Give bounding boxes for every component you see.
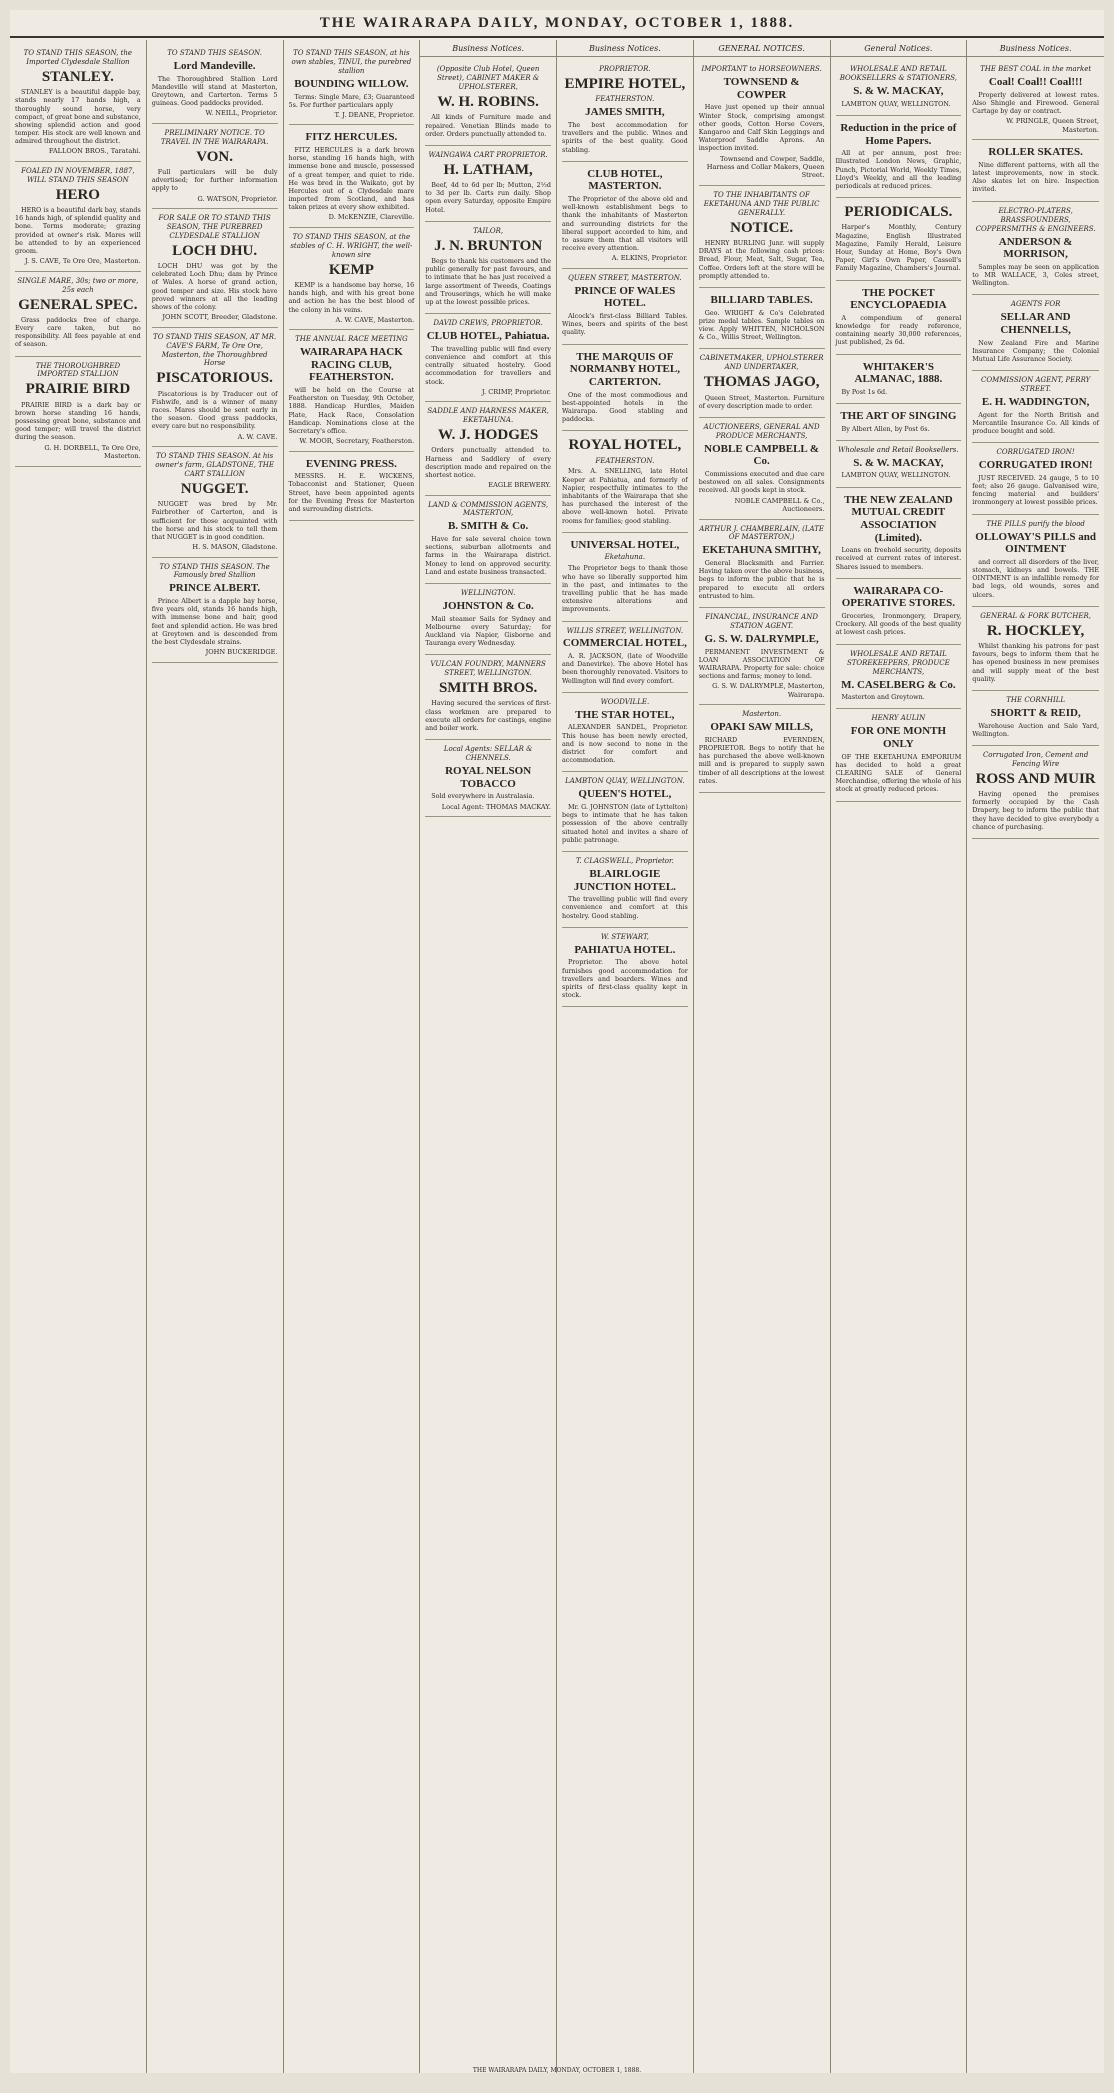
ad-body: Warehouse Auction and Sale Yard, Wellington. xyxy=(972,721,1099,738)
ad-signature: D. McKENZIE, Clareville. xyxy=(328,213,415,222)
ad-heading: SMITH BROS. xyxy=(438,680,538,697)
advertisement xyxy=(289,125,415,228)
ad-body: Properly delivered at lowest rates. Also Shingle and Firewood. General Cartage by day or contract. xyxy=(972,90,1099,116)
ad-signature: H. S. MASON, Gladstone. xyxy=(192,543,278,552)
ad-lead: SINGLE MARE, 30s; two or more, 25s each xyxy=(17,276,139,294)
advertisement xyxy=(562,345,688,432)
column-8 xyxy=(967,40,1104,2073)
ad-signature: G. WATSON, Proprietor. xyxy=(197,194,278,203)
advertisement xyxy=(562,693,688,773)
ad-lead: W. STEWART, xyxy=(600,932,649,941)
advertisement xyxy=(289,44,415,125)
advertisement xyxy=(699,520,825,608)
ad-body: Mrs. A. SNELLING, late Hotel Keeper at Pahiatua, and formerly of Napier, respectfully intimates to the inhabitants of the Wairarapa that she has purchased the interest of the above well-known hotel. Private rooms for families; good stabling. xyxy=(562,467,688,525)
ad-lead: WILLIS STREET, WELLINGTON. xyxy=(566,626,684,635)
ad-heading: Lord Mandeville. xyxy=(173,59,256,72)
ad-body: New Zealand Fire and Marine Insurance Company; the Colonial Mutual Life Assurance Society. xyxy=(972,338,1099,363)
ad-heading: THE STAR HOTEL, xyxy=(575,708,675,721)
ad-heading: BILLIARD TABLES. xyxy=(710,293,813,306)
ad-signature: W. PRINGLE, Queen Street, Masterton. xyxy=(1006,117,1099,134)
ad-body: Geo. WRIGHT & Co's Celebrated prize medal tables. Sample tables on view. Apply WHITTEN, NICHOLSON & Co., Willis Street, Wellington. xyxy=(698,308,825,342)
advertisement xyxy=(972,60,1099,140)
ad-heading: CORRUGATED IRON! xyxy=(978,459,1093,472)
advertisement xyxy=(289,452,415,522)
ad-heading: Reduction in the price of Home Papers. xyxy=(840,121,957,147)
page-footer: THE WAIRARAPA DAILY, MONDAY, OCTOBER 1, 1888. xyxy=(472,2067,642,2074)
ad-lead: SADDLE AND HARNESS MAKER, EKETAHUNA. xyxy=(427,407,549,425)
advertisement xyxy=(289,228,415,330)
advertisement xyxy=(562,269,688,345)
ad-heading: FOR ONE MONTH ONLY xyxy=(850,725,947,750)
ad-lead: THE CORNHILL xyxy=(1006,695,1065,704)
ad-lead: HENRY AULIN xyxy=(871,714,926,723)
ad-body: OF THE EKETAHUNA EMPORIUM has decided to hold a great CLEARING SALE of General Merchandise, offering the whole of his stock at greatly reduced prices. xyxy=(835,752,962,794)
advertisement xyxy=(15,357,141,467)
ad-signature: G. S. W. DALRYMPLE, Masterton, Wairarapa. xyxy=(712,682,825,699)
ad-heading: CLUB HOTEL, MASTERTON. xyxy=(587,167,663,193)
ad-lead: CABINETMAKER, UPHOLSTERER AND UNDERTAKER, xyxy=(699,354,824,372)
ad-lead: PROPRIETOR. xyxy=(599,65,651,74)
ad-heading: OPAKI SAW MILLS, xyxy=(710,721,813,734)
column-3 xyxy=(284,40,421,2073)
ad-heading: WAIRARAPA HACK RACING CLUB, FEATHERSTON. xyxy=(299,346,403,384)
advertisement xyxy=(15,272,141,357)
advertisement xyxy=(152,209,278,328)
ad-signature: Townsend and Cowper, Saddle, Harness and Collar Makers, Queen Street. xyxy=(706,154,825,180)
ad-heading: BOUNDING WILLOW. xyxy=(294,77,409,90)
advertisement xyxy=(562,162,688,269)
ad-body: Begs to thank his customers and the public generally for past favours, and to intimate that he has just received a large assortment of Tweeds, Coatings and Trouserings, which he will make up at the lowest possible prices. xyxy=(425,257,551,306)
ad-lead: WOODVILLE. xyxy=(600,697,650,706)
ad-body: Agent for the North British and Mercantile Insurance Co. All kinds of produce bought and sold. xyxy=(972,410,1099,436)
ad-lead: PRELIMINARY NOTICE. TO TRAVEL IN THE WAIRARAPA. xyxy=(160,128,269,146)
ad-heading: NUGGET. xyxy=(180,480,249,497)
column-header: Business Notices. xyxy=(967,44,1104,57)
ad-heading: ROYAL NELSON TOBACCO xyxy=(445,765,532,790)
ad-signature: JOHN SCOTT, Breeder, Gladstone. xyxy=(162,313,278,322)
ad-heading: M. CASELBERG & Co. xyxy=(841,678,956,691)
ad-body: LAMBTON QUAY, WELLINGTON. xyxy=(841,471,951,480)
advertisement xyxy=(562,60,688,162)
advertisement xyxy=(425,740,551,817)
ad-heading: NOBLE CAMPBELL & Co. xyxy=(704,442,820,468)
ad-heading: PRINCE OF WALES HOTEL. xyxy=(574,284,676,310)
newspaper-page xyxy=(10,10,1104,2073)
column-4 xyxy=(420,40,557,2073)
ad-lead: VULCAN FOUNDRY, MANNERS STREET, WELLINGTON. xyxy=(430,660,546,678)
ad-body: Piscatorious is by Traducer out of Fishwife, and is a winner of many races. Mares should be sent early in the season. Good grass paddocks, every care but no responsibility. xyxy=(151,389,278,431)
ad-signature: A. W. CAVE. xyxy=(237,432,278,441)
ad-lead: IMPORTANT to HORSEOWNERS. xyxy=(701,65,822,74)
ad-lead: TO STAND THIS SEASON, at his own stables, TINUI, the purebred stallion xyxy=(291,49,412,75)
ad-signature: Local Agent: THOMAS MACKAY. xyxy=(441,802,551,811)
ad-body: A compendium of general knowledge for ready reference, containing nearly 30,000 references, just published, 2s 6d. xyxy=(835,313,962,347)
ad-heading: J. N. BRUNTON xyxy=(434,237,543,254)
advertisement xyxy=(152,558,278,663)
ad-body: STANLEY is a beautiful dapple bay, stands nearly 17 hands high, a thoroughly sound horse, very compact, of great bone and substance, showing splendid action and good temper. His stock are well known and admired throughout the district. xyxy=(15,88,141,146)
ad-heading: PERIODICALS. xyxy=(844,204,953,221)
column-header: Business Notices. xyxy=(557,44,693,57)
ad-lead: Corrugated Iron, Cement and Fencing Wire xyxy=(982,750,1089,768)
ad-body: Loans on freehold security, deposits received at current rates of interest. Shares issued to members. xyxy=(835,546,962,571)
ad-body: NUGGET was bred by Mr. Fairbrother of Carterton, and is sufficient for those acquainted with the horse and his stock to tell them that NUGGET is in good condition. xyxy=(151,500,278,541)
ad-body: Groceries, Ironmongery, Drapery, Crockery. All goods of the best quality at lowest cash prices. xyxy=(835,612,962,637)
ad-heading: H. LATHAM, xyxy=(443,161,533,178)
ad-lead: FOR SALE OR TO STAND THIS SEASON, THE PUREBRED CLYDESDALE STALLION xyxy=(158,213,271,240)
ad-body: Orders punctually attended to. Harness and Saddlery of every description made and repaired on the shortest notice. xyxy=(425,446,551,479)
advertisement xyxy=(836,116,962,198)
ad-lead: Masterton. xyxy=(742,710,782,719)
ad-heading: STANLEY. xyxy=(41,68,114,85)
ad-lead: TO THE INHABITANTS OF EKETAHUNA AND THE PUBLIC GENERALLY. xyxy=(703,190,820,217)
column-2 xyxy=(147,40,284,2073)
ad-heading: Coal! Coal!! Coal!!! xyxy=(988,76,1083,89)
advertisement xyxy=(699,60,825,186)
ad-lead: TO STAND THIS SEASON, AT MR. CAVE'S FARM, Te Ore Ore, Masterton, the Thoroughbred Horse xyxy=(153,332,277,368)
advertisement xyxy=(699,288,825,349)
ad-body: PERMANENT INVESTMENT & LOAN ASSOCIATION OF WAIRARAPA. Property for sale: choice sections and farms; money to lend. xyxy=(698,647,825,681)
advertisement xyxy=(425,402,551,495)
ad-lead: GENERAL & FORK BUTCHER, xyxy=(980,611,1091,620)
ad-heading: WAIRARAPA CO-OPERATIVE STORES. xyxy=(841,584,956,610)
ad-subheading: Eketahuna. xyxy=(604,553,646,562)
ad-body: All at per annum, post free: Illustrated London News, Graphic, Punch, Pictorial World, Weekly Times, Lloyd's Weekly, and all the leading periodicals at reduced prices. xyxy=(835,149,962,190)
advertisement xyxy=(699,705,825,793)
advertisement xyxy=(972,746,1099,839)
ad-signature: EAGLE BREWERY. xyxy=(488,481,551,490)
ad-body: The Proprietor of the above old and well-known establishment begs to thank the inhabitants of Masterton and surrounding districts for the liberal support accorded to him, and to assure them that all visitors will receive every attention. xyxy=(562,195,688,253)
ad-signature: A. W. CAVE, Masterton. xyxy=(335,315,415,324)
ad-lead: WELLINGTON. xyxy=(460,588,516,597)
ad-body: will be held on the Course at Featherston on Tuesday, 9th October, 1888. Handicap Hurdles, Maiden Plate, Hack Race, Consolation Handicap. Nominations close at the Secretary's office. xyxy=(288,386,415,435)
advertisement xyxy=(425,314,551,402)
ad-heading: NOTICE. xyxy=(730,219,794,236)
ad-heading: SHORTT & REID, xyxy=(990,706,1081,719)
ad-lead: LAND & COMMISSION AGENTS, MASTERTON, xyxy=(428,500,549,518)
ad-body: By Albert Allen, by Post 6s. xyxy=(841,424,930,433)
ad-heading: ANDERSON & MORRISON, xyxy=(998,235,1073,261)
ad-lead: TO STAND THIS SEASON, the Imported Clydesdale Stallion xyxy=(23,49,133,66)
ad-heading: QUEEN'S HOTEL, xyxy=(578,788,672,801)
ad-heading: OLLOWAY'S PILLS and OINTMENT xyxy=(975,530,1096,556)
ad-heading: KEMP xyxy=(328,261,374,278)
ad-lead: Local Agents: SELLAR & CHENNELS. xyxy=(443,745,533,763)
ad-lead: (Opposite Club Hotel, Queen Street), CABINET MAKER & UPHOLSTERER, xyxy=(436,65,540,92)
ad-signature: W. NEILL, Proprietor. xyxy=(205,109,278,118)
advertisement xyxy=(972,140,1099,201)
ad-body: PRAIRIE BIRD is a dark bay or brown horse standing 16 hands, possessing great bone, substance and good temper; will travel the district during the season. xyxy=(15,400,141,442)
ad-body: LAMBTON QUAY, WELLINGTON. xyxy=(841,99,951,108)
ad-lead: LAMBTON QUAY, WELLINGTON. xyxy=(565,777,685,786)
ad-heading: HERO xyxy=(55,186,100,203)
ad-body: KEMP is a handsome bay horse, 16 hands high, and with his great bone and action he has the best blood of the colony in his veins. xyxy=(288,281,415,314)
ad-body: All kinds of Furniture made and repaired. Venetian Blinds made to order. Orders punctually attended to. xyxy=(425,113,551,138)
advertisement xyxy=(836,404,962,441)
advertisement xyxy=(152,328,278,447)
masthead-title: THE WAIRARAPA DAILY, MONDAY, OCTOBER 1, 1888. xyxy=(10,10,1104,38)
ad-heading: EVENING PRESS. xyxy=(305,457,397,470)
ad-heading: FITZ HERCULES. xyxy=(305,131,398,144)
ad-lead: QUEEN STREET, MASTERTON. xyxy=(568,273,682,282)
ad-heading: ROYAL HOTEL, xyxy=(568,437,682,454)
ad-body: Masterton and Greytown. xyxy=(841,693,925,702)
advertisement xyxy=(425,60,551,146)
advertisement xyxy=(425,222,551,314)
ad-heading-secondary: JAMES SMITH, xyxy=(585,106,665,119)
ad-signature: J. CRIMP, Proprietor. xyxy=(481,387,551,396)
ad-body: Having secured the services of first-class workmen are prepared to execute all orders for castings, engine and boiler work. xyxy=(425,699,551,733)
ad-body: LOCH DHU was got by the celebrated Loch Dhu; dam by Prince of Wales. A horse of grand action, good temper and size. His stock have proved winners at all the leading shows of the colony. xyxy=(151,262,278,311)
ad-heading: CLUB HOTEL, Pahiatua. xyxy=(426,330,550,343)
ad-lead: THE ANNUAL RACE MEETING xyxy=(295,335,408,344)
ad-lead: Wholesale and Retail Booksellers. xyxy=(838,445,959,454)
advertisement xyxy=(562,622,688,693)
column-header: GENERAL NOTICES. xyxy=(694,44,830,57)
ad-body: JUST RECEIVED. 24 gauge, 5 to 10 feet; also 26 gauge. Galvanised wire, fencing material and builders' ironmongery at lowest possible prices. xyxy=(972,473,1099,507)
ad-heading: R. HOCKLEY, xyxy=(986,622,1085,639)
ad-heading: S. & W. MACKAY, xyxy=(853,456,944,469)
ad-heading: THE POCKET ENCYCLOPAEDIA xyxy=(850,286,947,312)
ad-lead: TO STAND THIS SEASON. xyxy=(167,49,262,57)
ad-signature: G. H. DORBELL, Te Ore Ore, Masterton. xyxy=(44,443,141,461)
advertisement xyxy=(836,645,962,710)
advertisement xyxy=(972,443,1099,514)
advertisement xyxy=(562,533,688,622)
ad-body: The Thoroughbred Stallion Lord Mandeville will stand at Masterton, Greytown, and Carterton. Terms 5 guineas. Good paddocks provided. xyxy=(151,74,278,108)
ad-body: RICHARD EVERNDEN, PROPRIETOR. Begs to notify that he has purchased the above well-known mill and is prepared to supply sawn timber of all descriptions at the lowest rates. xyxy=(698,735,825,785)
ad-signature: NOBLE CAMPBELL & Co., Auctioneers. xyxy=(734,496,825,514)
ad-heading: ROLLER SKATES. xyxy=(988,146,1083,159)
advertisement xyxy=(425,146,551,222)
advertisement xyxy=(152,124,278,209)
advertisement xyxy=(699,349,825,418)
column-header: Business Notices. xyxy=(420,44,556,57)
ad-lead: T. CLAGSWELL, Proprietor. xyxy=(575,856,674,865)
ad-body: MESSRS. H. E. WICKENS, Tobacconist and Stationer, Queen Street, have been appointed agents for the Evening Press for Masterton and surrounding districts. xyxy=(288,472,415,514)
ad-subheading: FEATHERSTON. xyxy=(595,95,655,104)
ad-lead: TO STAND THIS SEASON. The Famously bred Stallion xyxy=(159,562,270,580)
ad-body: Have for sale several choice town sections, suburban allotments and farms in the Wairarapa district. Money to lend on approved security. Land and estate business transacted. xyxy=(425,535,551,576)
ad-body: Beef, 4d to 6d per lb; Mutton, 2½d to 3d per lb. Carts run daily. Shop open every Saturday, opposite Empire Hotel. xyxy=(425,181,551,214)
ad-heading: WHITAKER'S ALMANAC, 1888. xyxy=(854,360,943,386)
ad-lead: TO STAND THIS SEASON. At his owner's farm, GLADSTONE, THE CART STALLION xyxy=(155,452,275,478)
ad-heading: PAHIATUA HOTEL. xyxy=(574,943,676,956)
ad-heading: E. H. WADDINGTON, xyxy=(981,396,1090,409)
ad-body: Having opened the premises formerly occupied by the Cash Drapery, beg to inform the public that they have decided to give everybody a chance of purchasing. xyxy=(972,790,1099,831)
ad-heading: TOWNSEND & COWPER xyxy=(723,76,800,101)
ad-body: HENRY BURLING Junr. will supply DRAYS at the following cash prices: Bread, Flour, Meat, Salt, Sugar, Tea, Coffee. Orders left at the store will be promptly attended to. xyxy=(698,239,825,280)
column-7 xyxy=(831,40,968,2073)
ad-lead: FOALED IN NOVEMBER, 1887, WILL STAND THIS SEASON xyxy=(21,166,135,184)
column-grid xyxy=(10,40,1104,2073)
ad-signature: W. MOOR, Secretary, Featherston. xyxy=(299,437,415,446)
ad-lead: AUCTIONEERS, GENERAL AND PRODUCE MERCHANTS, xyxy=(703,422,820,440)
ad-lead: THE PILLS purify the blood xyxy=(986,519,1085,528)
ad-heading: ROSS AND MUIR xyxy=(975,770,1096,787)
ad-lead: ARTHUR J. CHAMBERLAIN, (LATE OF MASTERTON,) xyxy=(699,524,824,542)
advertisement xyxy=(562,928,688,1008)
ad-body: A. R. JACKSON, (late of Woodville and Danevirke). The above Hotel has been thoroughly renovated. Visitors to Wellington will find every comfort. xyxy=(562,652,688,685)
advertisement xyxy=(972,295,1099,371)
ad-body: Have just opened up their annual Winter Stock, comprising amongst other goods, Cotton Horse Covers, Kangaroo and Calf Skin Leggings and Waterproof Saddle Aprons. An inspection invited. xyxy=(698,103,825,153)
ad-body: The travelling public will find every convenience and comfort at this hostelry. Good stabling. xyxy=(562,895,688,920)
advertisement xyxy=(836,709,962,801)
ad-lead: WAINGAWA CART PROPRIETOR. xyxy=(428,150,548,159)
ad-body: HERO is a beautiful dark bay, stands 16 hands high, of splendid quality and bone. Terms moderate; grazing provided at owner's risk. Mares will be attended to by an experienced groom. xyxy=(15,206,141,255)
ad-lead: ELECTRO-PLATERS, BRASSFOUNDERS, COPPERSMITHS & ENGINEERS. xyxy=(975,206,1096,233)
ad-heading: PISCATORIOUS. xyxy=(156,370,273,387)
advertisement xyxy=(562,772,688,852)
ad-lead: TO STAND THIS SEASON, at the stables of C. H. WRIGHT, the well-known sire xyxy=(290,232,413,259)
ad-body: Commissions executed and due care bestowed on all sales. Consignments received. All goods kept in stock. xyxy=(698,470,825,495)
ad-lead: WHOLESALE AND RETAIL BOOKSELLERS & STATIONERS, xyxy=(839,65,957,83)
advertisement xyxy=(699,608,825,705)
ad-body: The travelling public will find every convenience and comfort at this centrally situated hostelry. Good accommodation for travellers and stock. xyxy=(425,344,551,386)
ad-heading: THE MARQUIS OF NORMANBY HOTEL, CARTERTON. xyxy=(569,350,680,388)
advertisement xyxy=(699,186,825,288)
advertisement xyxy=(15,44,141,162)
ad-heading: SELLAR AND CHENNELLS, xyxy=(1000,311,1071,336)
ad-heading: LOCH DHU. xyxy=(172,242,258,259)
advertisement xyxy=(15,162,141,272)
ad-body: and correct all disorders of the liver, stomach, kidneys and bowels. THE OINTMENT is an infallible remedy for bad legs, old wounds, sores and ulcers. xyxy=(972,557,1099,599)
ad-body: General Blacksmith and Farrier. Having taken over the above business, begs to inform the public that he is prepared to execute all orders entrusted to him. xyxy=(698,559,825,600)
ad-lead: TAILOR, xyxy=(473,226,504,235)
ad-signature: FALLOON BROS., Taratahi. xyxy=(48,147,141,156)
advertisement xyxy=(972,607,1099,691)
advertisement xyxy=(836,441,962,488)
ad-lead: FINANCIAL, INSURANCE AND STATION AGENT. xyxy=(705,612,818,630)
advertisement xyxy=(699,418,825,520)
advertisement xyxy=(972,202,1099,296)
column-6 xyxy=(694,40,831,2073)
ad-body: Whilst thanking his patrons for past favours, begs to inform them that he has opened business in new premises and will supply meat of the best quality. xyxy=(972,641,1099,683)
ad-lead: THE THOROUGHBRED IMPORTED STALLION xyxy=(35,361,121,379)
advertisement xyxy=(562,852,688,928)
ad-lead: AGENTS FOR xyxy=(1010,300,1061,309)
advertisement xyxy=(836,281,962,355)
ad-lead: CORRUGATED IRON! xyxy=(996,448,1075,457)
ad-body: Nine different patterns, with all the latest improvements, now in stock. Also skates let on hire. Inspection invited. xyxy=(972,160,1099,194)
ad-body: The best accommodation for travellers and the public. Wines and spirits of the best quality. Good stabling. xyxy=(562,121,688,154)
ad-subheading: FEATHERSTON. xyxy=(595,456,655,465)
ad-heading: UNIVERSAL HOTEL, xyxy=(570,538,680,551)
ad-heading: EKETAHUNA SMITHY, xyxy=(702,544,821,557)
column-header: General Notices. xyxy=(831,44,967,57)
ad-lead: COMMISSION AGENT, PERRY STREET. xyxy=(980,376,1091,394)
ad-heading: EMPIRE HOTEL, xyxy=(564,76,686,93)
ad-body: Proprietor. The above hotel furnishes good accommodation for travellers and boarders. Wines and spirits of first-class quality kept in stock. xyxy=(562,958,688,1000)
ad-signature: J. S. CAVE, Te Ore Ore, Masterton. xyxy=(24,257,141,266)
ad-heading: PRINCE ALBERT. xyxy=(169,582,261,595)
ad-body: By Post 1s 6d. xyxy=(841,387,888,396)
ad-body: Queen Street, Masterton. Furniture of every description made to order. xyxy=(698,393,825,410)
ad-body: Samples may be seen on application to MR WALLACE, 3, Coles street, Wellington. xyxy=(972,262,1099,288)
ad-body: Mr. G. JOHNSTON (late of Lyttelton) begs to intimate that he has taken possession of the above centrally situated hotel and invites a share of public patronage. xyxy=(562,802,688,844)
ad-body: Mail steamer Sails for Sydney and Melbourne every Saturday; for Auckland via Napier, Gisborne and Tauranga every Wednesday. xyxy=(425,614,551,648)
ad-signature: JOHN BUCKERIDGE. xyxy=(205,648,278,657)
column-5 xyxy=(557,40,694,2073)
ad-heading: THOMAS JAGO, xyxy=(703,374,820,391)
ad-body: Terms: Single Mare, £3; Guaranteed 5s. For further particulars apply xyxy=(288,92,415,109)
ad-heading: GENERAL SPEC. xyxy=(18,296,138,313)
ad-heading: VON. xyxy=(196,148,234,165)
advertisement xyxy=(836,488,962,579)
advertisement xyxy=(836,198,962,280)
ad-heading: BLAIRLOGIE JUNCTION HOTEL. xyxy=(573,867,676,893)
advertisement xyxy=(972,515,1099,607)
ad-body: Harper's Monthly, Century Magazine, English Illustrated Magazine, Family Herald, Leisure Hour, Sunday at Home, Boy's Own Paper, Girl's Own Paper, Cassell's Family Magazine, Chambers's Journal. xyxy=(835,223,962,273)
advertisement xyxy=(152,44,278,124)
ad-heading: W. H. ROBINS. xyxy=(437,94,539,111)
column-1 xyxy=(10,40,147,2073)
ad-signature: A. ELKINS, Proprietor. xyxy=(611,254,688,263)
ad-signature: T. J. DEANE, Proprietor. xyxy=(334,110,415,119)
ad-heading: S. & W. MACKAY, xyxy=(853,85,944,98)
ad-lead: DAVID CREWS, PROPRIETOR. xyxy=(433,319,543,328)
advertisement xyxy=(836,355,962,404)
advertisement xyxy=(425,496,551,584)
advertisement xyxy=(972,691,1099,746)
advertisement xyxy=(425,584,551,655)
advertisement xyxy=(562,431,688,533)
advertisement xyxy=(836,60,962,116)
ad-lead: WHOLESALE AND RETAIL STOREKEEPERS, PRODUCE MERCHANTS, xyxy=(846,649,950,676)
ad-heading: B. SMITH & Co. xyxy=(447,520,529,533)
advertisement xyxy=(425,655,551,740)
ad-lead: THE BEST COAL in the market xyxy=(980,65,1092,74)
ad-heading: COMMERCIAL HOTEL, xyxy=(562,637,687,650)
advertisement xyxy=(289,330,415,451)
ad-body: Full particulars will be duly advertised; for further information apply to xyxy=(151,167,278,193)
ad-heading: PRAIRIE BIRD xyxy=(25,381,131,398)
ad-body: Alcock's first-class Billiard Tables. Wines, beers and spirits of the best quality. xyxy=(562,312,688,337)
ad-body: Sold everywhere in Australasia. xyxy=(431,792,535,801)
advertisement xyxy=(152,447,278,557)
ad-body: The Proprietor begs to thank those who have so liberally supported him in the past, and intimates to the travelling public that he has made extensive alterations and improvements. xyxy=(562,564,688,614)
ad-heading: G. S. W. DALRYMPLE, xyxy=(704,632,819,645)
ad-heading: THE NEW ZEALAND MUTUAL CREDIT ASSOCIATION (Limited). xyxy=(844,493,953,544)
ad-heading: JOHNSTON & Co. xyxy=(442,599,534,612)
advertisement xyxy=(836,579,962,645)
ad-heading: W. J. HODGES xyxy=(437,427,539,444)
ad-heading: THE ART OF SINGING xyxy=(840,410,957,423)
advertisement xyxy=(972,371,1099,443)
ad-body: Prince Albert is a dapple bay horse, five years old, stands 16 hands high, with immense bone and hair, good feet and splendid action. He was bred at Greytown and is descended from the best Clydesdale strains. xyxy=(151,597,278,647)
ad-body: FITZ HERCULES is a dark brown horse, standing 16 hands high, with immense bone and muscle, possessed of a great temper, and quiet to ride. He was bred in the Waikato, got by Hercules out of a Clydesdale mare imported from Scotland, and has taken prizes at every show exhibited. xyxy=(288,145,415,212)
ad-body: Grass paddocks free of charge. Every care taken, but no responsibility. All fees payable at end of season. xyxy=(15,315,141,349)
ad-body: One of the most commodious and best-appointed hotels in the Wairarapa. Good stabling and paddocks. xyxy=(562,390,688,424)
ad-body: ALEXANDER SANDEL, Proprietor. This house has been newly erected, and is now second to none in the district for comfort and accommodation. xyxy=(562,723,688,765)
